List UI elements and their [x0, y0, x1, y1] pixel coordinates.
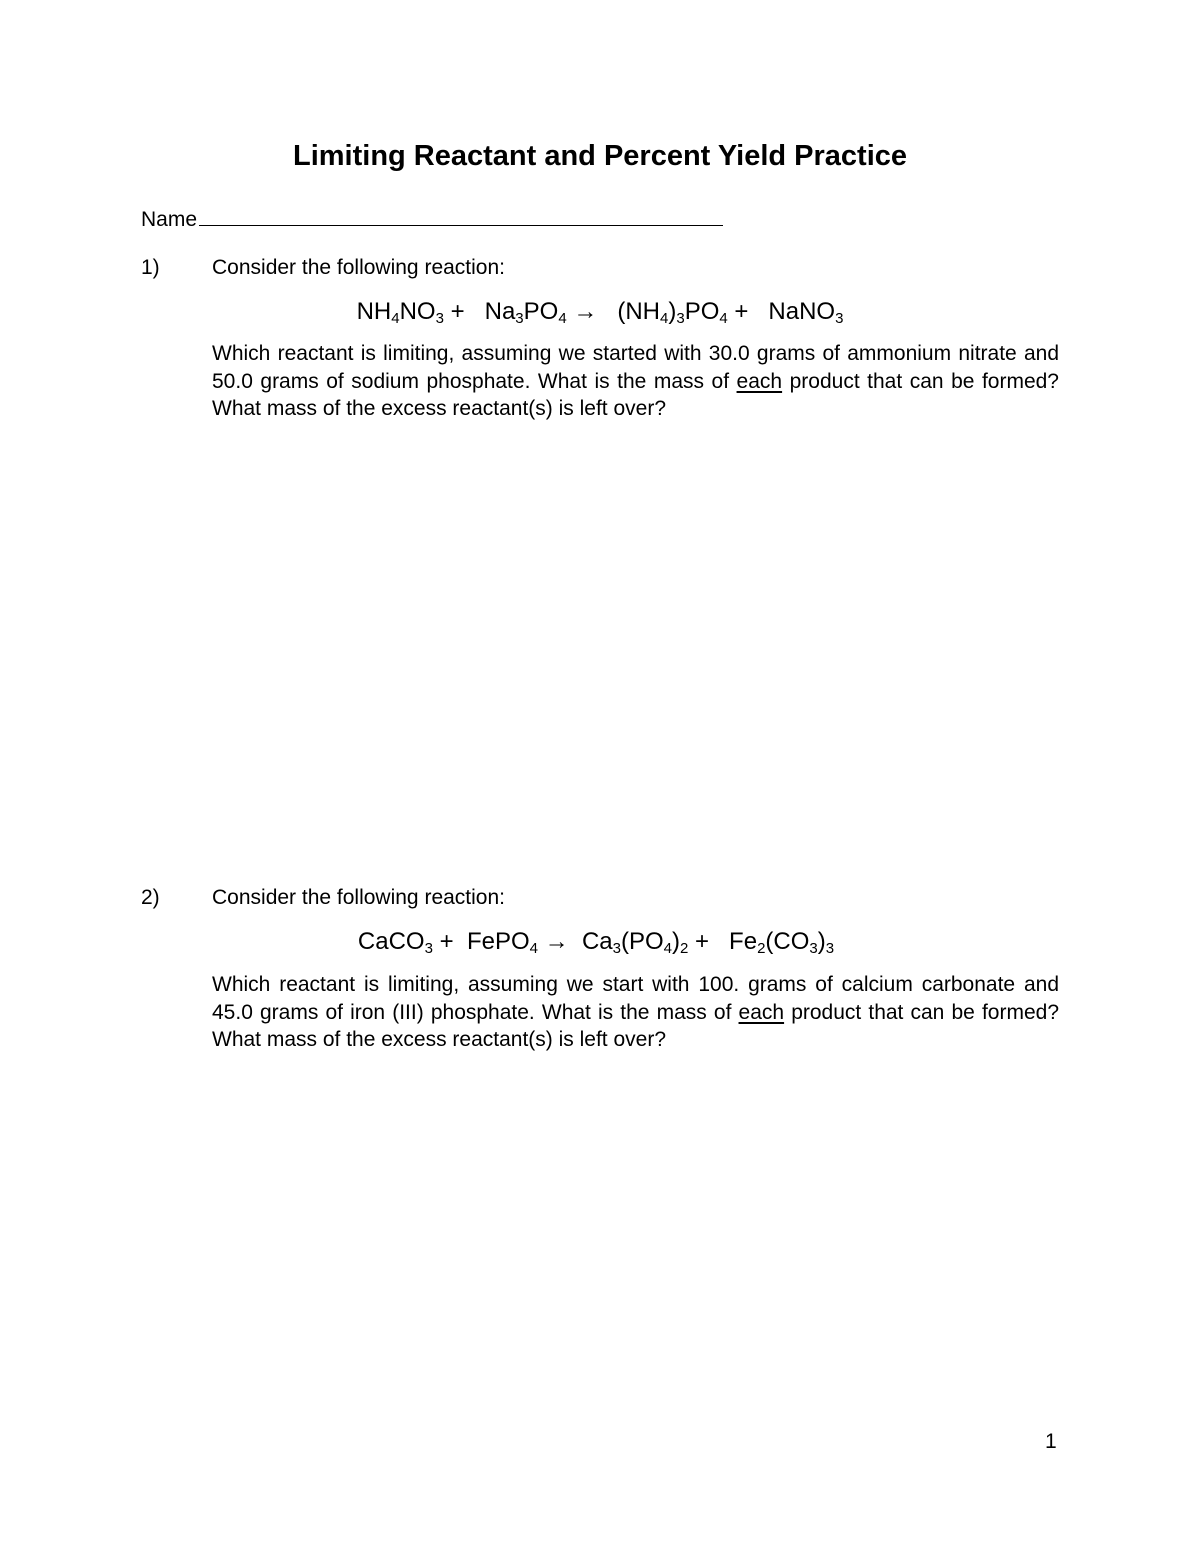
- question-1-prompt: Consider the following reaction:: [212, 256, 505, 279]
- page-number: 1: [1045, 1430, 1057, 1453]
- question-2-equation: CaCO$_3$ + FePO$_4$ → $Ca_3(PO_4)_2 + Fe_2(CO_3)_3$: [357, 928, 835, 957]
- question-1-number: 1): [141, 256, 160, 279]
- question-2-emphasis: each: [738, 1000, 785, 1024]
- name-field[interactable]: [141, 203, 723, 232]
- question-2-number: 2): [141, 886, 160, 909]
- question-2-text: Which reactant is limiting, assuming we start with 100. grams of calcium carbonate and 45.0 grams of iron (III) phosphate. What is the mass of each product that can be formed? What mass of the excess reactant(s) is left over?: [212, 973, 1059, 1051]
- page-title: Limiting Reactant and Percent Yield Practice: [292, 140, 908, 172]
- question-1-emphasis: each: [736, 369, 783, 393]
- name-blank-line[interactable]: [199, 203, 723, 226]
- question-1-text: Which reactant is limiting, assuming we started with 30.0 grams of ammonium nitrate and 50.0 grams of sodium phosphate. What is the mass of each product that can be formed? What mass of the excess reactant(s) is left over?: [212, 342, 1059, 420]
- question-2-prompt: Consider the following reaction:: [212, 886, 505, 909]
- name-label: Name: [141, 208, 198, 231]
- question-1-equation: $NH_4NO_3 + Na_3PO_4 \to (NH_4)_3PO_4$ + NaNO$_3$: [356, 298, 844, 327]
